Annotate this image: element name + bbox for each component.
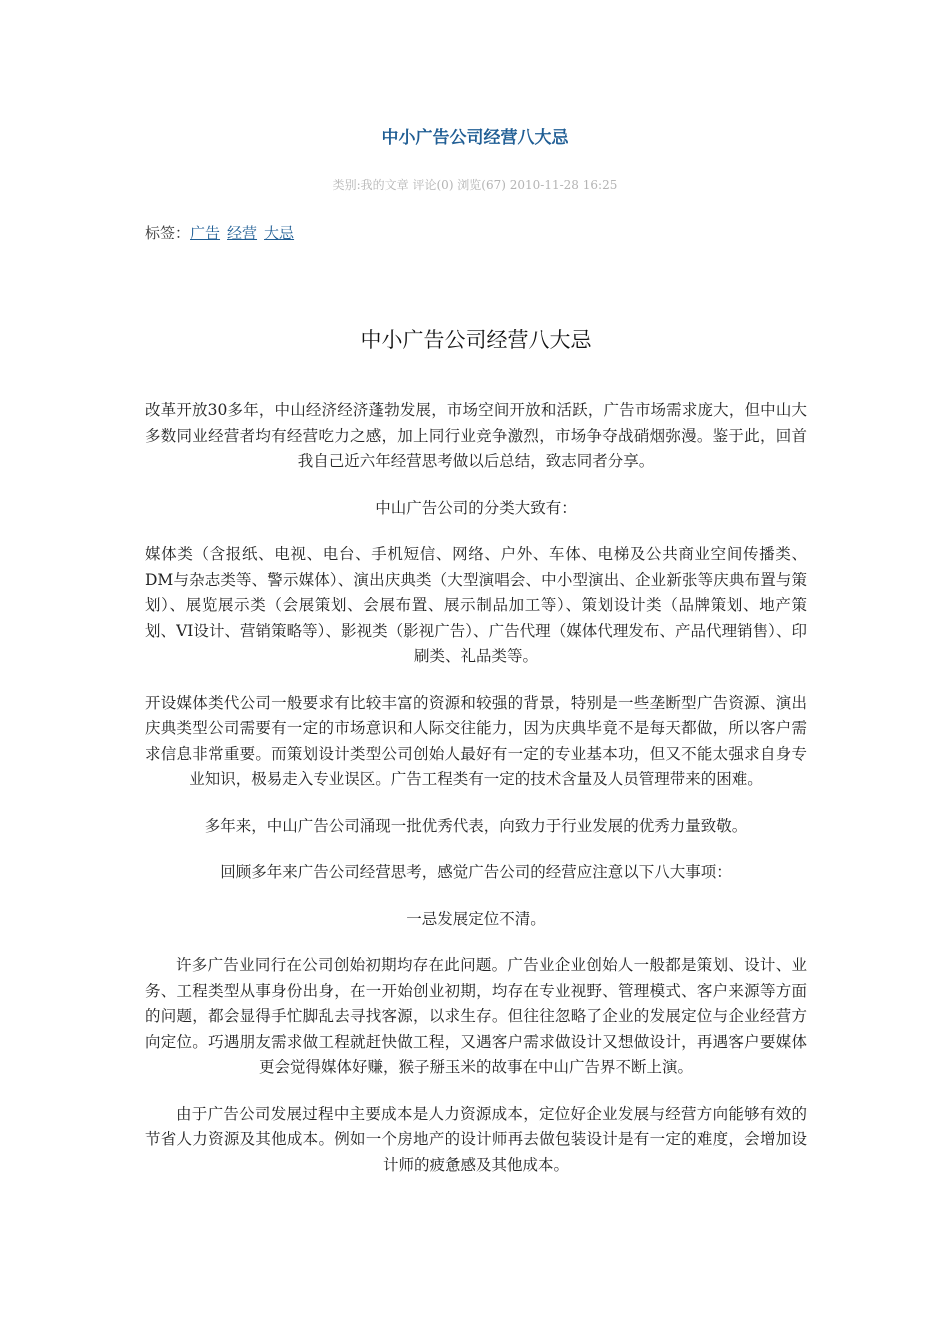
post-title: 中小广告公司经营八大忌 xyxy=(381,128,569,148)
tags-label: 标签： xyxy=(145,224,191,242)
tag-link-jingying[interactable]: 经营 xyxy=(227,224,258,242)
paragraph-tribute: 多年来，中山广告公司涌现一批优秀代表，向致力于行业发展的优秀力量致敬。 xyxy=(204,816,748,835)
post-meta: 类别:我的文章 评论(0) 浏览(67) 2010-11-28 16:25 xyxy=(332,178,618,192)
tag-list xyxy=(145,222,301,244)
paragraph-categories-title: 中山广告公司的分类大致有： xyxy=(375,498,577,517)
paragraph-requirements: 开设媒体类代公司一般要求有比较丰富的资源和较强的背景，特别是一些垄断型广告资源、演出庆典类型公司需要有一定的市场意识和人际交往能力，因为庆典毕竟不是每天都做，所以客户需求信息非常重要。而策划设计类型公司创始人最好有一定的专业基本功，但又不能太强求自身专业知识，极易走入专业误区。广告工程类有一定的技术含量及人员管理带来的困难。 xyxy=(145,693,807,788)
paragraph-taboo-one-title: 一忌发展定位不清。 xyxy=(406,909,546,928)
article-heading: 中小广告公司经营八大忌 xyxy=(360,328,592,352)
paragraph-intro: 改革开放30多年，中山经济经济蓬勃发展，市场空间开放和活跃，广告市场需求庞大，但中山大多数同业经营者均有经营吃力之感，加上同行业竞争激烈，市场争夺战硝烟弥漫。鉴于此，回首我自己近六年经营思考做以后总结，致志同者分享。 xyxy=(145,401,807,470)
tag-link-daji[interactable]: 大忌 xyxy=(264,224,295,242)
paragraph-cost: 由于广告公司发展过程中主要成本是人力资源成本，定位好企业发展与经营方向能够有效的节省人力资源及其他成本。例如一个房地产的设计师再去做包装设计是有一定的难度，会增加设计师的疲惫感及其他成本。 xyxy=(145,1104,807,1174)
article-body xyxy=(145,325,807,1199)
paragraph-categories-list: 媒体类（含报纸、电视、电台、手机短信、网络、户外、车体、电梯及公共商业空间传播类、DM与杂志类等、警示媒体）、演出庆典类（大型演唱会、中小型演出、企业新张等庆典布置与策划）、展览展示类（会展策划、会展布置、展示制品加工等）、策划设计类（品牌策划、地产策划、VI设计、营销策略等）、影视类（影视广告）、广告代理（媒体代理发布、产品代理销售）、印刷类、礼品类等。 xyxy=(145,545,807,665)
paragraph-eight-items: 回顾多年来广告公司经营思考，感觉广告公司的经营应注意以下八大事项： xyxy=(220,863,732,881)
tag-link-guanggao[interactable]: 广告 xyxy=(190,224,221,242)
paragraph-taboo-one-detail: 许多广告业同行在公司创始初期均存在此问题。广告业企业创始人一般都是策划、设计、业务、工程类型从事身份出身，在一开始创业初期，均存在专业视野、管理模式、客户来源等方面的问题，都会显得手忙脚乱去寻找客源，以求生存。但往往忽略了企业的发展定位与企业经营方向定位。巧遇朋友需求做工程就赶快做工程，又遇客户需求做设计又想做设计，再遇客户要媒体更会觉得媒体好赚，猴子掰玉米的故事在中山广告界不断上演。 xyxy=(145,956,807,1076)
